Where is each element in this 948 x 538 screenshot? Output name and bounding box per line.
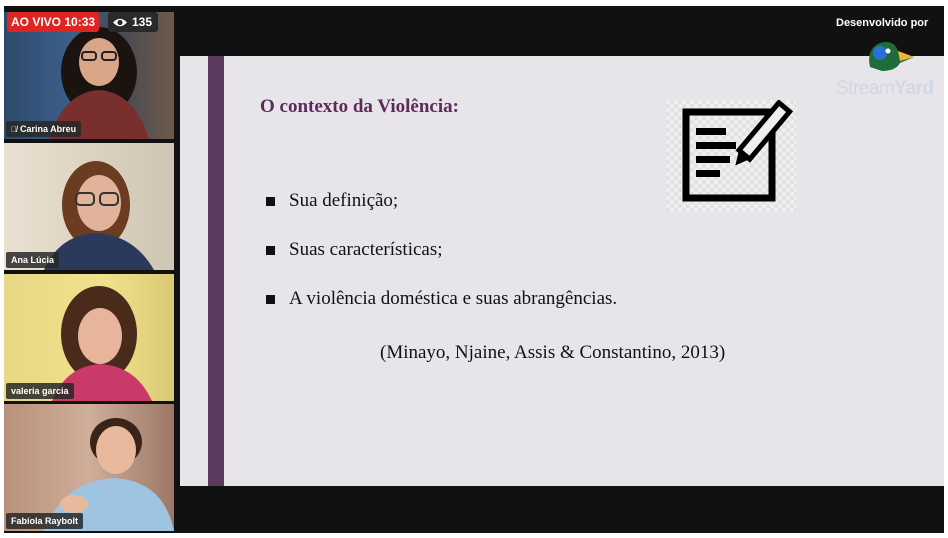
participant-name-tag [6,513,83,529]
bullet-square-icon [266,197,275,206]
streamyard-duck-logo-icon [860,37,916,77]
brand-name-part2: Yard [894,78,934,99]
bullet-text: Suas características; [289,239,443,260]
developed-by-label: Desenvolvido por [836,17,929,29]
bullet-square-icon [266,246,275,255]
person-video [4,274,174,401]
presentation-slide [180,56,944,486]
live-badge: AO VIVO 10:33 [7,12,99,32]
person-video [4,143,174,270]
participant-tile-2[interactable] [4,143,174,270]
viewer-count-value: 135 [132,15,153,29]
eye-icon [112,17,128,28]
slide-citation: (Minayo, Njaine, Assis & Constantino, 2013) [380,342,726,363]
participant-name: Fabíola Raybolt [11,516,79,526]
participant-name-tag [6,252,59,268]
participant-name-tag [6,383,74,399]
participant-name-tag [6,121,81,137]
bullet-list [266,190,617,337]
person-video [4,404,174,531]
brand-name-part1: Stream [836,78,895,99]
participant-name: Ana Lúcia [11,255,55,265]
mic-muted-icon: 🎙̸ [11,125,17,134]
slide-title: O contexto da Violência: [260,96,459,117]
bullet-text: Sua definição; [289,190,399,211]
bullet-item [266,288,617,337]
notepad-pencil-icon [666,100,796,212]
bullet-item [266,190,617,239]
participant-tile-3[interactable] [4,274,174,401]
slide-accent-bar [208,56,224,486]
streamyard-wordmark [836,78,933,100]
participant-tile-4[interactable] [4,404,174,531]
bullet-square-icon [266,295,275,304]
bullet-text: A violência doméstica e suas abrangências. [289,288,618,309]
bullet-item [266,239,617,288]
viewer-count [108,12,158,32]
participant-name: valeria garcia [11,386,69,396]
participant-name: Carina Abreu [20,124,77,134]
